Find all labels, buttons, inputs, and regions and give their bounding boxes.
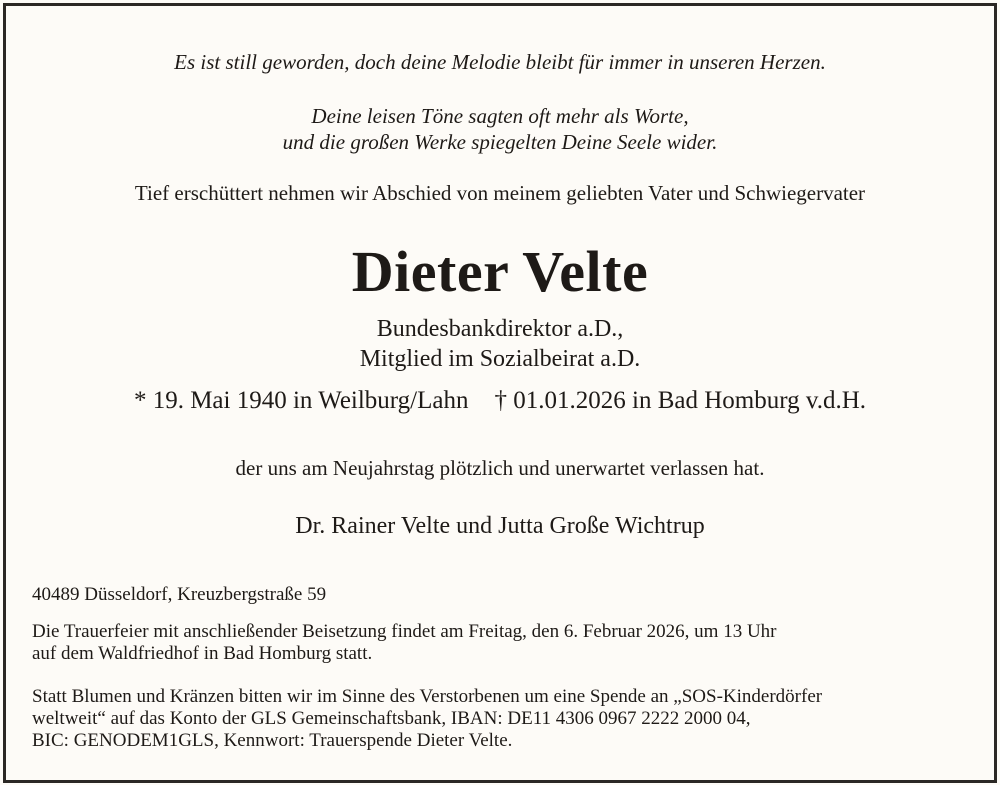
intro-text: Tief erschüttert nehmen wir Abschied von meinem geliebten Vater und Schwiegervater: [134, 181, 866, 205]
deceased-name: Dieter Velte: [351, 239, 649, 304]
title-line-2: Mitglied im Sozialbeirat a.D.: [359, 346, 641, 372]
donation-line-3: BIC: GENODEM1GLS, Kennwort: Trauerspende Dieter Velte.: [32, 730, 513, 751]
funeral-line-1: Die Trauerfeier mit anschließender Beisetzung findet am Freitag, den 6. Februar 2026, um 13 Uhr: [32, 621, 777, 642]
life-dates: [6, 387, 994, 415]
birth-date: * 19. Mai 1940 in Weilburg/Lahn: [133, 387, 469, 414]
family-signature: Dr. Rainer Velte und Jutta Große Wichtrup: [295, 513, 705, 539]
poem-line-1: Es ist still geworden, doch deine Melodie bleibt für immer in unseren Herzen.: [174, 50, 826, 74]
funeral-info: [32, 621, 777, 665]
address: 40489 Düsseldorf, Kreuzbergstraße 59: [32, 584, 327, 605]
funeral-line-2: auf dem Waldfriedhof in Bad Homburg statt.: [32, 643, 373, 664]
obituary-card: [3, 3, 997, 783]
death-date: † 01.01.2026 in Bad Homburg v.d.H.: [494, 387, 867, 414]
donation-info: [32, 686, 822, 752]
poem-line-3: und die großen Werke spiegelten Deine Seele wider.: [282, 130, 718, 154]
donation-line-1: Statt Blumen und Kränzen bitten wir im Sinne des Verstorbenen um eine Spende an „SOS-Kinderdörfer: [32, 686, 823, 707]
title-line-1: Bundesbankdirektor a.D.,: [376, 316, 624, 342]
donation-line-2: weltweit“ auf das Konto der GLS Gemeinschaftsbank, IBAN: DE11 4306 0967 2222 2000 04,: [32, 708, 751, 729]
poem-line-2: Deine leisen Töne sagten oft mehr als Worte,: [311, 104, 689, 128]
circumstance-text: der uns am Neujahrstag plötzlich und unerwartet verlassen hat.: [235, 456, 765, 480]
